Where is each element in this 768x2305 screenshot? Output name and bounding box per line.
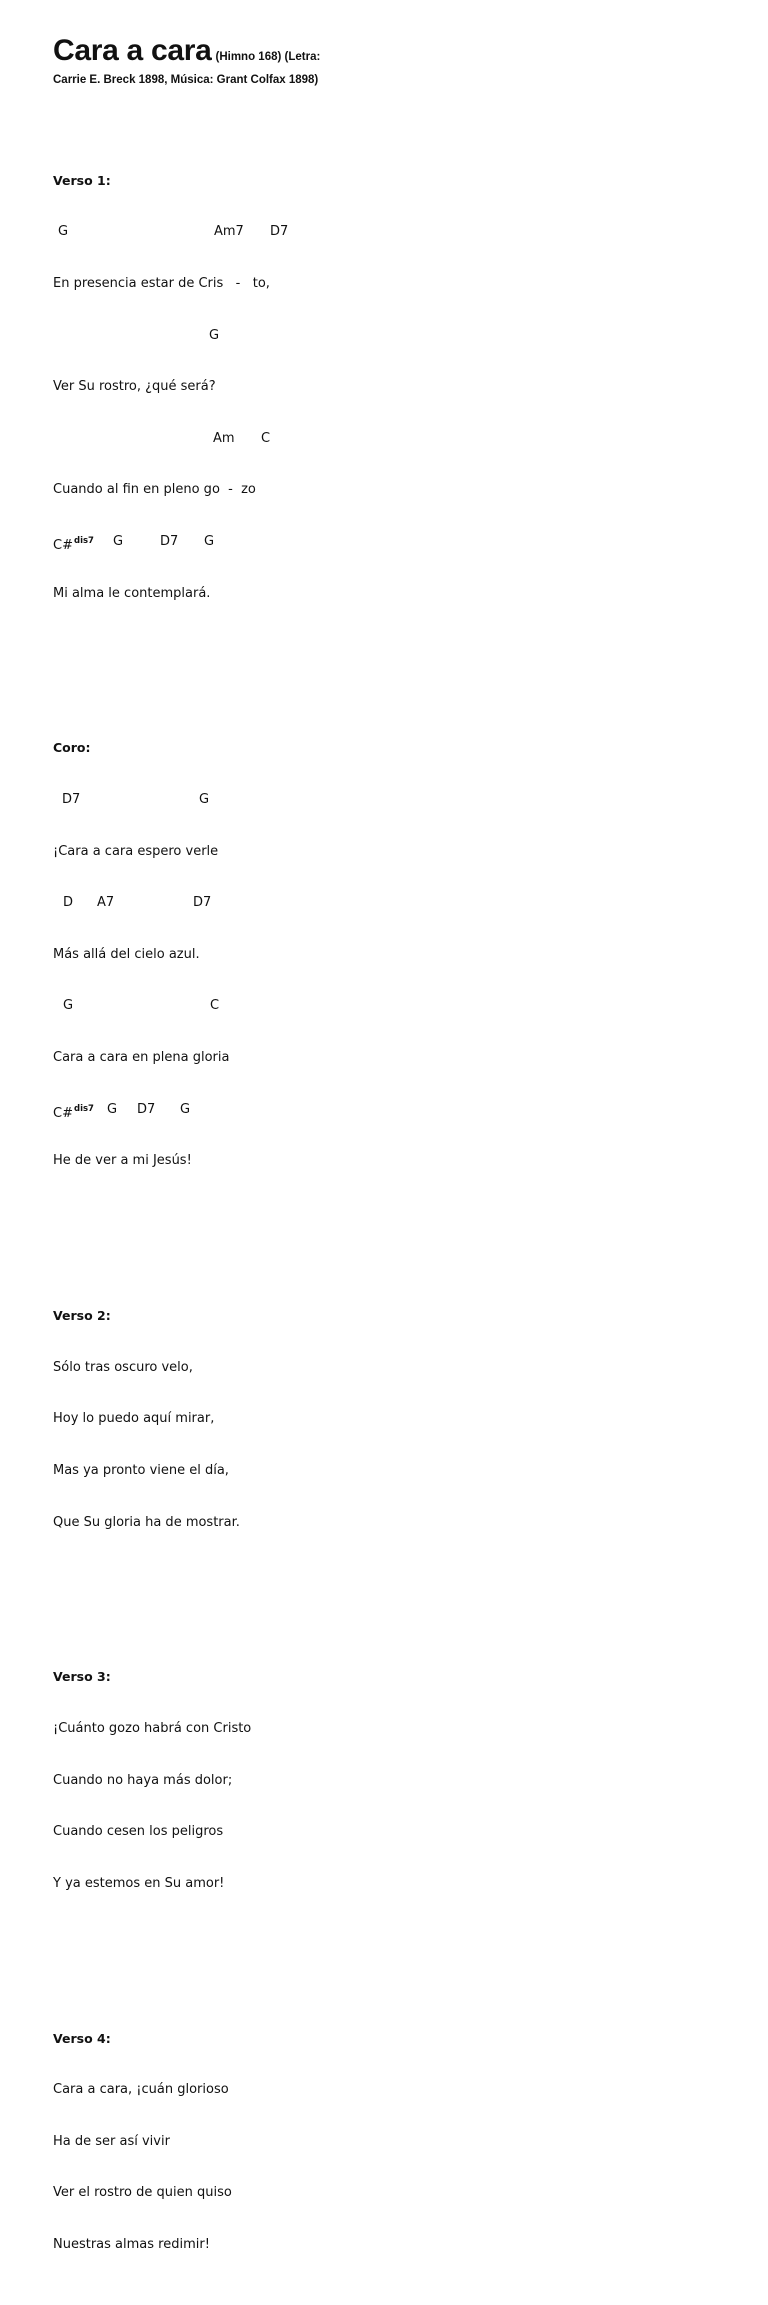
- chord: [53, 533, 94, 554]
- section-gap: [53, 1582, 270, 1599]
- chord-line: [53, 997, 270, 1014]
- section-gap: [53, 653, 270, 670]
- lyric-line: He de ver a mi Jesús!: [53, 1153, 192, 1169]
- lyric-line: En presencia estar de Cris - to,: [53, 276, 270, 292]
- lyric-line: Sólo tras oscuro velo,: [53, 1359, 193, 1375]
- chord: C: [210, 998, 220, 1014]
- section-gap: [53, 1221, 270, 1238]
- lyric-line: Ver el rostro de quien quiso: [53, 2185, 232, 2201]
- lyric-line: Y ya estemos en Su amor!: [53, 1875, 225, 1891]
- chord: G: [107, 1101, 118, 1117]
- chord: A7: [97, 895, 115, 911]
- chord: G: [209, 327, 220, 343]
- chord-base: C#: [53, 1105, 73, 1121]
- chord: G: [58, 224, 69, 240]
- chord-line: [53, 430, 270, 447]
- chord-line: [53, 327, 270, 344]
- verse-4-title: Verso 4:: [53, 2030, 111, 2046]
- lyric-line: Cara a cara en plena gloria: [53, 1050, 230, 1066]
- section-gap: [53, 1944, 270, 1961]
- lyric-line: ¡Cara a cara espero verle: [53, 843, 219, 859]
- chord-line: [53, 223, 289, 240]
- chord: D7: [270, 224, 289, 240]
- lyric-line: Ha de ser así vivir: [53, 2133, 170, 2149]
- chord-line: [53, 533, 270, 554]
- chord: C: [261, 430, 271, 446]
- song-subtitle: (Himno 168) (Letra:: [215, 51, 321, 63]
- chord: G: [199, 792, 210, 808]
- chord-line: [53, 894, 270, 911]
- verse-1-title: Verso 1:: [53, 172, 111, 188]
- chord-superscript: dis7: [73, 1103, 94, 1114]
- verse-2-title: Verso 2:: [53, 1308, 111, 1324]
- chord: D7: [137, 1101, 156, 1117]
- lyric-line: Que Su gloria ha de mostrar.: [53, 1514, 240, 1530]
- chord: Am: [213, 430, 235, 446]
- chord: D7: [160, 534, 179, 550]
- lyric-line: Nuestras almas redimir!: [53, 2237, 210, 2252]
- chord: D7: [62, 792, 81, 808]
- chorus-title: Coro:: [53, 740, 91, 756]
- lyric-line: Ver Su rostro, ¿qué será?: [53, 379, 216, 395]
- lyric-line: Mas ya pronto viene el día,: [53, 1462, 229, 1478]
- lyric-line: Hoy lo puedo aquí mirar,: [53, 1411, 215, 1427]
- lyric-line: Cuando cesen los peligros: [53, 1824, 224, 1840]
- chord: G: [63, 998, 74, 1014]
- chord: [53, 1101, 94, 1122]
- document-header: [53, 33, 733, 87]
- chord-line: [53, 1101, 270, 1121]
- chord: G: [180, 1101, 191, 1117]
- chord-line: [53, 791, 270, 808]
- song-title: Cara a cara: [53, 34, 212, 67]
- chord: Am7: [214, 224, 244, 240]
- lyric-line: Cuando al fin en pleno go - zo: [53, 482, 256, 498]
- lyric-line: Cuando no haya más dolor;: [53, 1772, 233, 1788]
- chord: D7: [193, 895, 212, 911]
- lyric-line: Mi alma le contemplará.: [53, 585, 211, 601]
- song-content: [53, 103, 289, 2305]
- chord: G: [113, 534, 124, 550]
- verse-3-title: Verso 3:: [53, 1669, 111, 1685]
- chord-base: C#: [53, 538, 73, 554]
- song-credits: Carrie E. Breck 1898, Música: Grant Colfax 1898): [53, 74, 319, 86]
- chord-superscript: dis7: [73, 536, 94, 547]
- lyric-line: ¡Cuánto gozo habrá con Cristo: [53, 1720, 252, 1736]
- lyric-line: Cara a cara, ¡cuán glorioso: [53, 2082, 229, 2098]
- lyric-line: Más allá del cielo azul.: [53, 946, 200, 962]
- chord: D: [63, 895, 74, 911]
- chord: G: [204, 534, 215, 550]
- title-line: [53, 33, 733, 69]
